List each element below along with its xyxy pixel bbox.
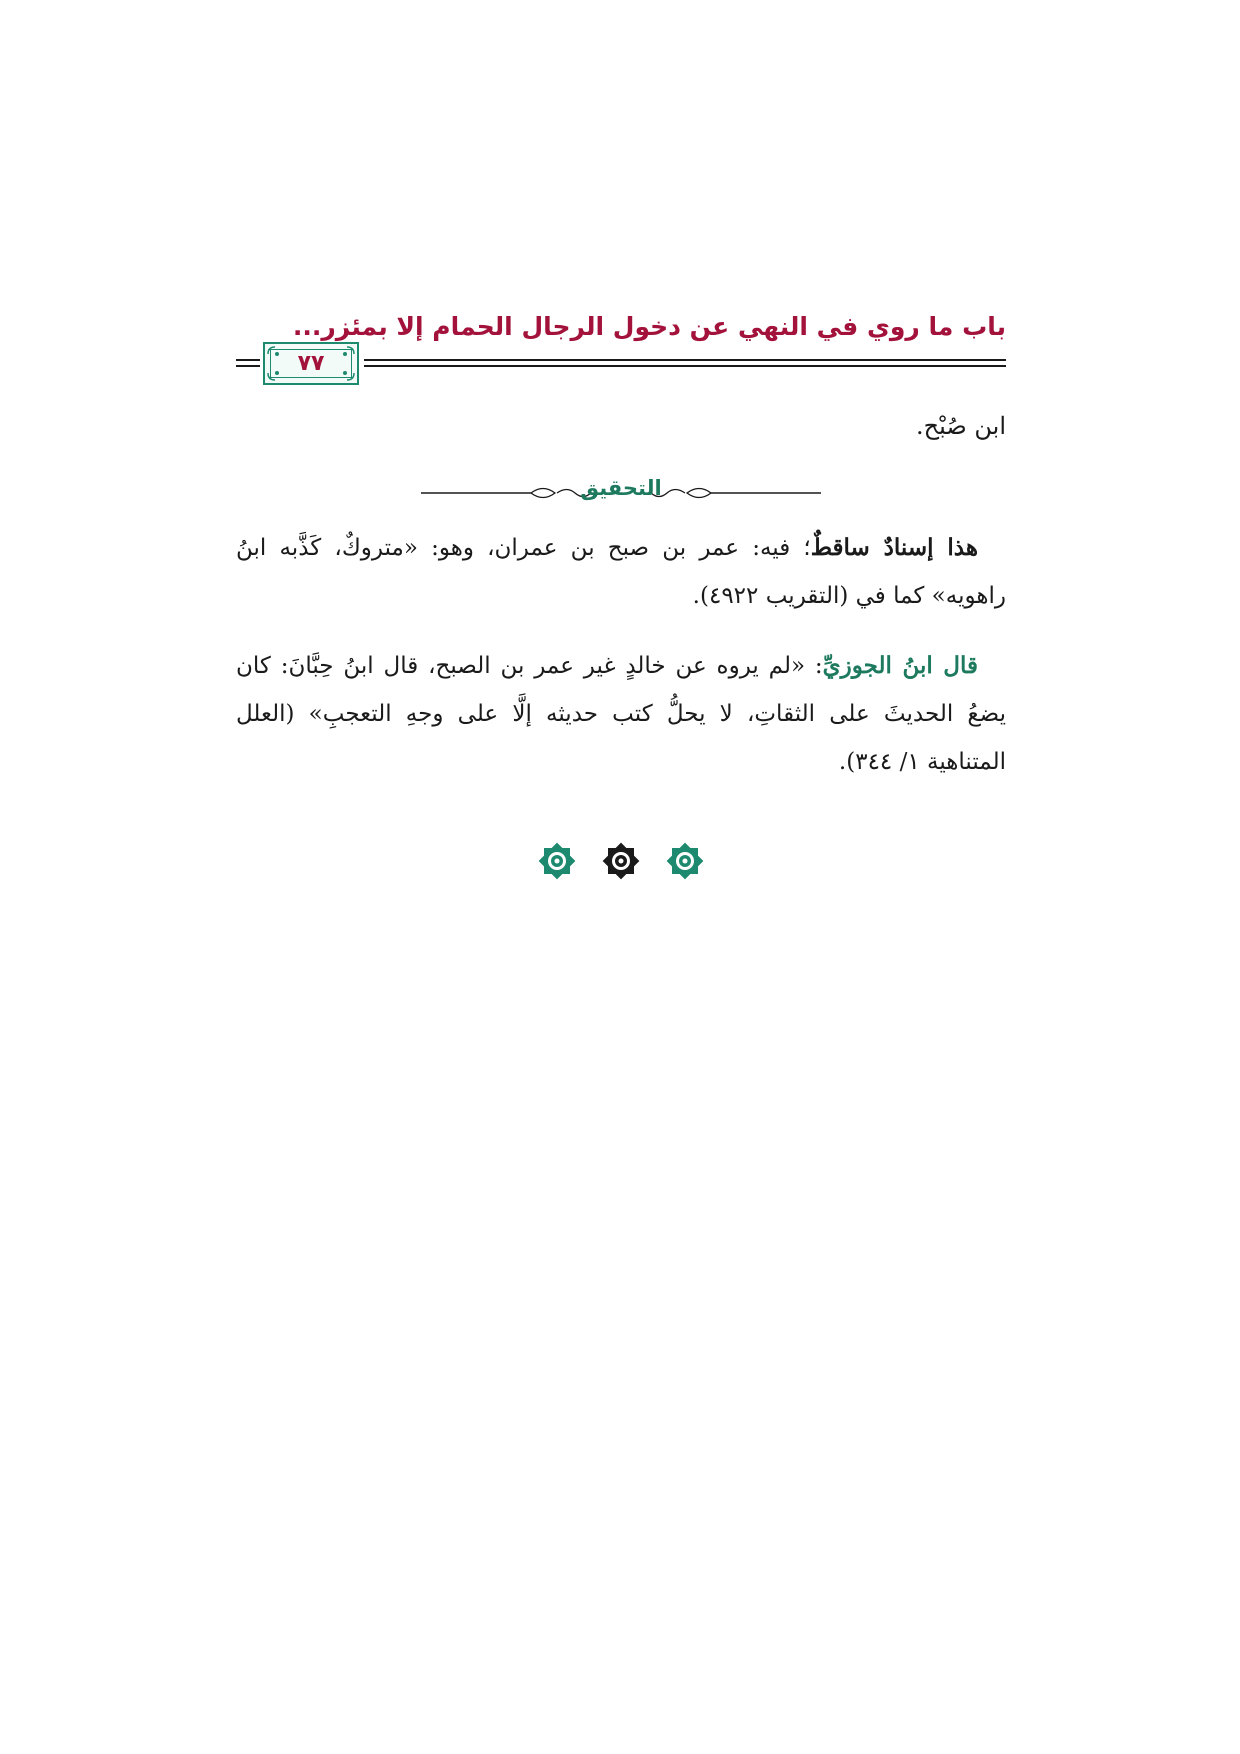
paragraph-text: ؛ فيه: عمر بن صبح بن عمران، وهو: «متروكٌ، كَذَّبه ابنُ راهويه» كما في (التقريب ٤٩٢٢). xyxy=(236,535,1006,609)
book-page xyxy=(236,300,1006,900)
section-title: التحقيق xyxy=(580,476,662,500)
header-rule xyxy=(236,359,260,361)
paragraph-isnad xyxy=(236,524,1006,620)
page-number-frame xyxy=(263,342,359,385)
paragraph-lead: هذا إسنادٌ ساقطٌ xyxy=(810,534,978,561)
star-flower-icon xyxy=(600,840,642,882)
star-flower-icon xyxy=(664,840,706,882)
header-rule xyxy=(364,365,1006,367)
paragraph-ibn-jawzi xyxy=(236,642,1006,786)
header-rule xyxy=(236,365,260,367)
intro-line: ابن صُبْح. xyxy=(916,412,1006,440)
header-rule xyxy=(364,359,1006,361)
end-ornaments xyxy=(536,840,706,884)
star-flower-icon xyxy=(536,840,578,882)
paragraph-text: : «لم يروه عن خالدٍ غير عمر بن الصبح، قال ابنُ حِبَّانَ: كان يضعُ الحديثَ على الثقاتِ، لا يحلُّ كتب حديثه إلَّا على وجهِ التعجبِ» (العلل المتناهية ١/ ٣٤٤). xyxy=(236,653,1006,775)
running-header xyxy=(236,300,1006,390)
paragraph-lead: قال ابنُ الجوزيِّ xyxy=(822,652,979,679)
running-title: باب ما روي في النهي عن دخول الرجال الحمام إلا بمئزر... xyxy=(292,312,1006,341)
section-divider xyxy=(411,474,831,510)
page-number: ٧٧ xyxy=(297,351,325,376)
